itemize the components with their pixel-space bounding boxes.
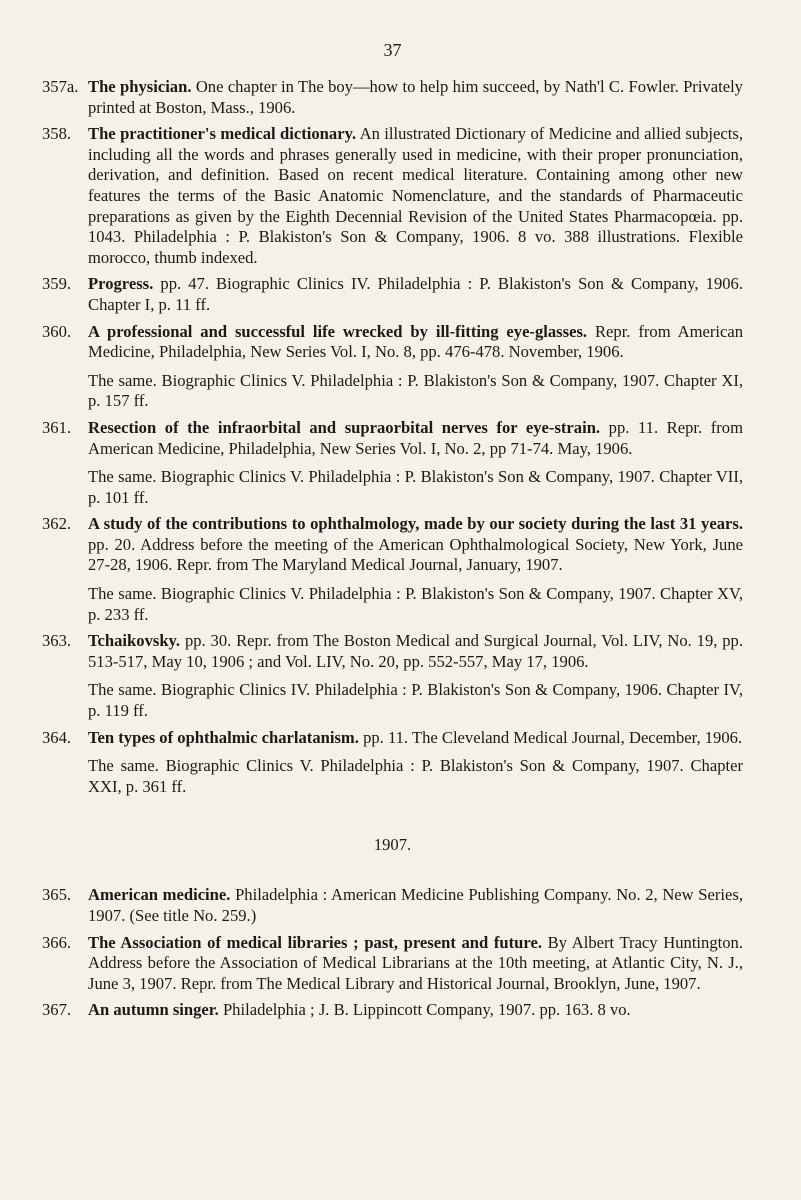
entry-number: 367. bbox=[42, 1000, 72, 1020]
entry-title: Resection of the infraorbital and supraorbital nerves for eye-strain. bbox=[88, 417, 601, 437]
entry-text: pp. 30. Repr. from The Boston Medical and Surgical Journal, Vol. LIV, No. 19, pp. 513-517, May 10, 1906 ; and Vol. LIV, No. 20, pp. 552-557, May 17, 1906. bbox=[88, 631, 743, 671]
entry-title: The physician. bbox=[88, 77, 192, 96]
entry-number: 366. bbox=[42, 932, 72, 952]
entry-text: pp. 20. Address before the meeting of the American Ophthalmological Society, New York, June 27-28, 1906. Repr. from The Maryland Medical Journal, January, 1907. bbox=[88, 534, 743, 575]
entry-text: Philadelphia ; J. B. Lippincott Company, 1907. pp. 163. 8 vo. bbox=[222, 1000, 631, 1020]
bibliography-entry bbox=[42, 418, 743, 508]
entry-text: An illustrated Dictionary of Medicine and allied subjects, including all the words and phrases generally used in medicine, with their proper pronunciation, derivation, and definition. Based on recent medical literature. Containing among other new features the terms of the Basic Anatomic Nomenclature, and the standards of Pharmaceutic preparations as given by the Eighth Decennial Revision of the United States Pharmacopœia. pp. 1043. Philadelphia : P. Blakiston's Son & Company, 1906. 8 vo. 388 illustrations. Flexible morocco, thumb indexed. bbox=[88, 124, 743, 267]
entry-title: An autumn singer. bbox=[88, 1000, 219, 1020]
year-heading: 1907. bbox=[373, 835, 412, 855]
bibliography-entry bbox=[42, 1000, 743, 1021]
entry-text: By Albert Tracy Huntington. Address before the Association of Medical Librarians at the 10th meeting, at Atlantic City, N. J., June 3, 1907. Repr. from The Medical Library and Historical Journal, Brooklyn, June, 1907. bbox=[88, 932, 743, 993]
entry-reprint: The same. Biographic Clinics V. Philadelphia : P. Blakiston's Son & Company, 1907. Chapter XV, p. 233 ff. bbox=[88, 584, 743, 624]
entry-title: The Association of medical libraries ; past, present and future. bbox=[88, 932, 542, 952]
entry-number: 364. bbox=[42, 727, 72, 747]
entry-reprint: The same. Biographic Clinics V. Philadelphia : P. Blakiston's Son & Company, 1907. Chapter VII, p. 101 ff. bbox=[88, 467, 743, 507]
entry-title: Ten types of ophthalmic charlatanism. bbox=[88, 727, 359, 747]
entry-number: 362. bbox=[42, 514, 72, 534]
entry-title: American medicine. bbox=[88, 885, 231, 905]
entry-number: 363. bbox=[42, 631, 72, 651]
entry-number: 360. bbox=[42, 321, 72, 341]
bibliography-entry bbox=[42, 274, 743, 315]
bibliography-entry bbox=[42, 322, 743, 412]
entry-number: 365. bbox=[42, 885, 72, 905]
entry-reprint: The same. Biographic Clinics V. Philadelphia : P. Blakiston's Son & Company, 1907. Chapter XI, p. 157 ff. bbox=[88, 370, 743, 411]
entry-reprint: The same. Biographic Clinics V. Philadelphia : P. Blakiston's Son & Company, 1907. Chapter XXI, p. 361 ff. bbox=[88, 756, 743, 796]
entry-title: Progress. bbox=[88, 274, 154, 294]
entry-text: One chapter in The boy—how to help him succeed, by Nath'l C. Fowler. Privately printed at Boston, Mass., 1906. bbox=[88, 77, 743, 117]
bibliography-entry bbox=[42, 124, 743, 268]
entry-title: Tchaikovsky. bbox=[88, 631, 181, 651]
bibliography-entry bbox=[42, 514, 743, 625]
entry-text: Repr. from American Medicine, Philadelphia, New Series Vol. I, No. 8, pp. 476-478. November, 1906. bbox=[88, 321, 744, 362]
entry-title: The practitioner's medical dictionary. bbox=[88, 124, 357, 144]
bibliography-entry bbox=[42, 885, 743, 926]
entry-text: pp. 11. Repr. from American Medicine, Philadelphia, New Series Vol. I, No. 2, pp 71-74. May, 1906. bbox=[88, 417, 743, 458]
entry-number: 361. bbox=[42, 417, 72, 437]
entry-title: A study of the contributions to ophthalmology, made by our society during the last 31 years. bbox=[88, 514, 743, 534]
entry-text: pp. 11. The Cleveland Medical Journal, December, 1906. bbox=[363, 727, 743, 747]
entry-number: 357a. bbox=[42, 77, 79, 96]
entry-title: A professional and successful life wrecked by ill-fitting eye-glasses. bbox=[88, 321, 588, 341]
bibliography-entry bbox=[42, 631, 743, 721]
entry-number: 358. bbox=[42, 124, 72, 144]
bibliography-list bbox=[42, 77, 743, 797]
page-number: 37 bbox=[383, 40, 402, 60]
bibliography-list-1907 bbox=[42, 885, 743, 1021]
entry-text: pp. 47. Biographic Clinics IV. Philadelphia : P. Blakiston's Son & Company, 1906. Chapter I, p. 11 ff. bbox=[88, 274, 743, 314]
entry-text: Philadelphia : American Medicine Publishing Company. No. 2, New Series, 1907. (See title No. 259.) bbox=[88, 885, 743, 925]
entry-number: 359. bbox=[42, 274, 72, 294]
bibliography-entry bbox=[42, 728, 743, 798]
bibliography-entry bbox=[42, 77, 743, 118]
bibliography-entry bbox=[42, 933, 743, 995]
entry-reprint: The same. Biographic Clinics IV. Philadelphia : P. Blakiston's Son & Company, 1906. Chapter IV, p. 119 ff. bbox=[88, 680, 743, 721]
